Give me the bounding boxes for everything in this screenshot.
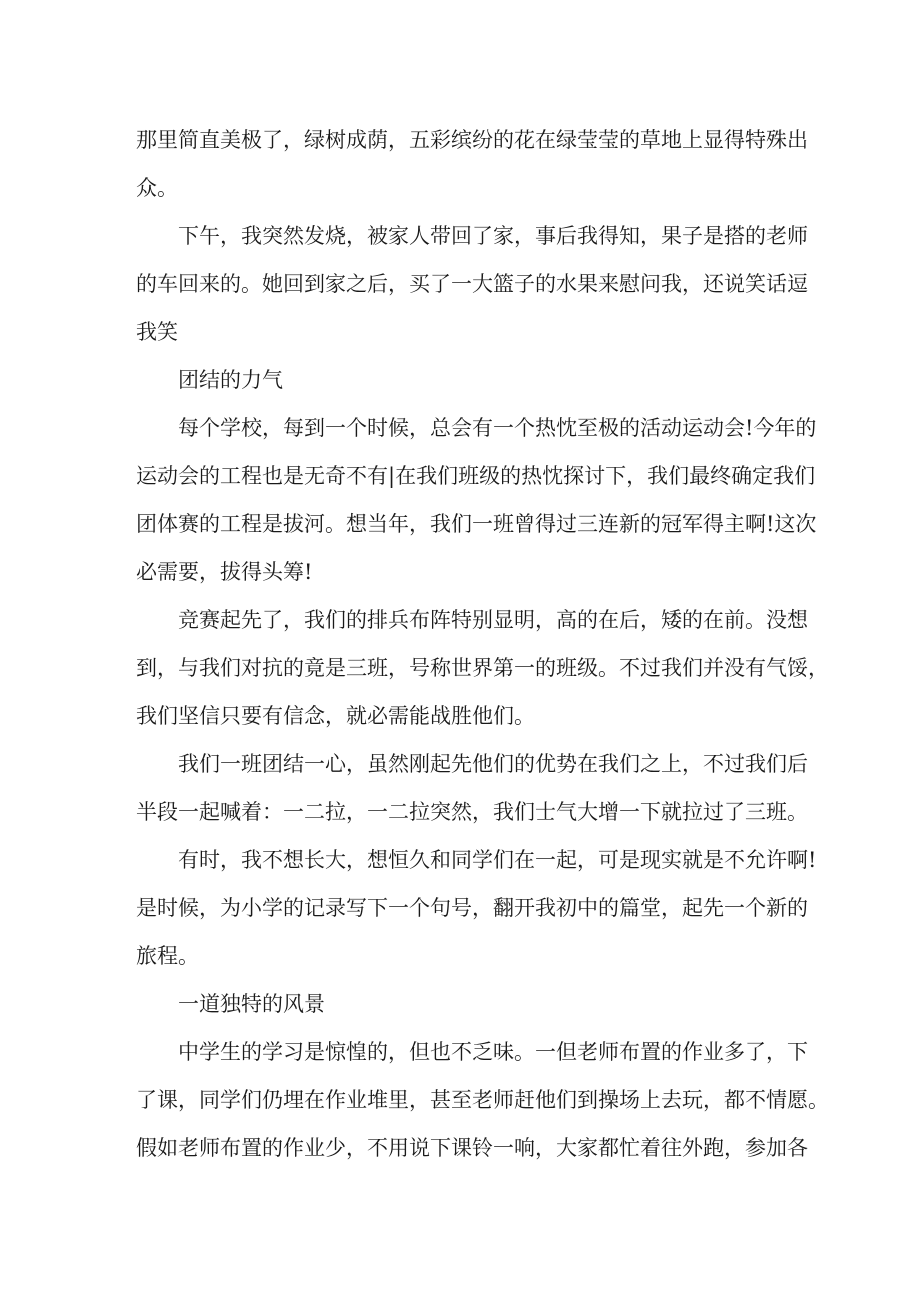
text-line: 我们一班团结一心，虽然刚起先他们的优势在我们之上，不过我们后 xyxy=(178,752,808,776)
text-line: 那里简直美极了，绿树成荫，五彩缤纷的花在绿莹莹的草地上显得特殊出 xyxy=(136,128,808,152)
text-line: 必需要，拔得头筹! xyxy=(136,560,313,584)
text-line: 有时，我不想长大，想恒久和同学们在一起，可是现实就是不允许啊! xyxy=(178,848,817,872)
text-line: 了课，同学们仍埋在作业堆里，甚至老师赶他们到操场上去玩，都不情愿。 xyxy=(136,1088,829,1112)
text-line: 是时候，为小学的记录写下一个句号，翻开我初中的篇堂，起先一个新的 xyxy=(136,896,808,920)
text-line: 中学生的学习是惊惶的，但也不乏味。一但老师布置的作业多了，下 xyxy=(178,1040,808,1064)
text-line: 我们坚信只要有信念，就必需能战胜他们。 xyxy=(136,704,535,728)
text-line: 运动会的工程也是无奇不有|在我们班级的热忱探讨下，我们最终确定我们 xyxy=(136,464,816,488)
section-heading: 团结的力气 xyxy=(178,368,283,392)
text-line: 下午，我突然发烧，被家人带回了家，事后我得知，果子是搭的老师 xyxy=(178,224,808,248)
text-line: 我笑 xyxy=(136,320,178,344)
text-line: 旅程。 xyxy=(136,944,199,968)
text-line: 众。 xyxy=(136,176,178,200)
text-line: 竞赛起先了，我们的排兵布阵特别显明，高的在后，矮的在前。没想 xyxy=(178,608,808,632)
text-line: 团体赛的工程是拔河。想当年，我们一班曾得过三连新的冠军得主啊!这次 xyxy=(136,512,817,536)
section-heading: 一道独特的风景 xyxy=(178,992,325,1016)
text-line: 每个学校，每到一个时候，总会有一个热忱至极的活动运动会!今年的 xyxy=(178,416,817,440)
document-body xyxy=(136,116,829,1172)
text-line: 到，与我们对抗的竟是三班，号称世界第一的班级。不过我们并没有气馁， xyxy=(136,656,829,680)
text-line: 半段一起喊着：一二拉，一二拉突然，我们士气大增一下就拉过了三班。 xyxy=(136,800,808,824)
text-line: 的车回来的。她回到家之后，买了一大篮子的水果来慰问我，还说笑话逗 xyxy=(136,272,808,296)
text-line: 假如老师布置的作业少，不用说下课铃一响，大家都忙着往外跑，参加各 xyxy=(136,1136,808,1160)
